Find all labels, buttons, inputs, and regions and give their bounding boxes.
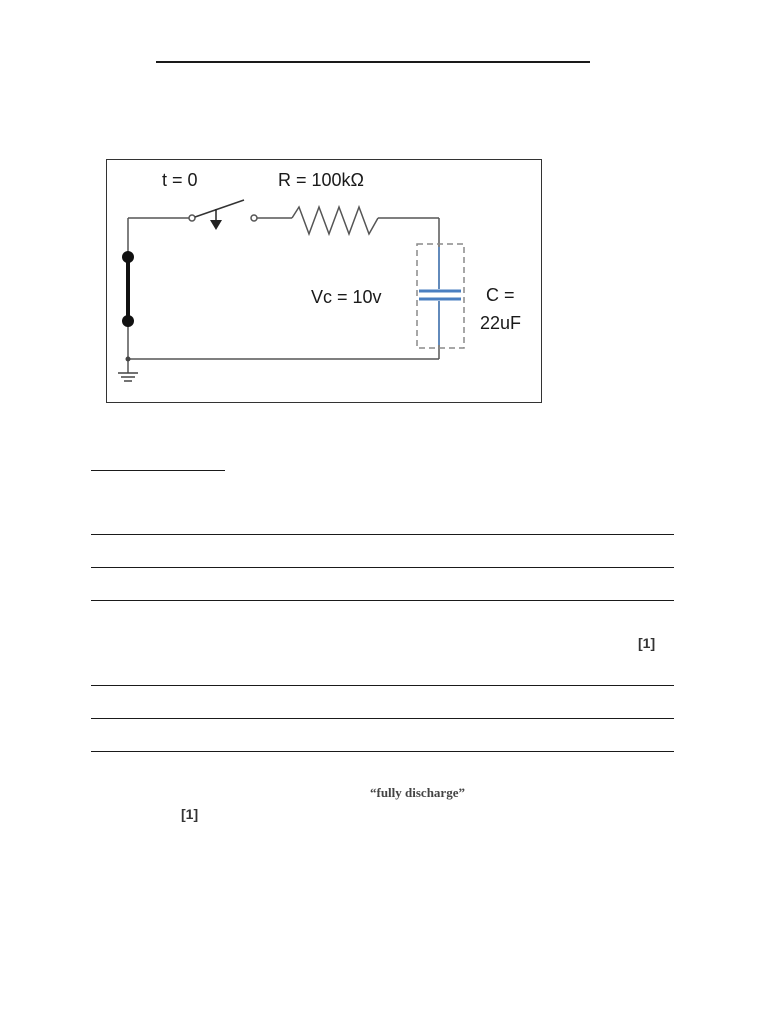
mark-allocation-2: [1] bbox=[181, 806, 199, 822]
terminal-dot-top bbox=[122, 251, 134, 263]
terminal-dot-bottom bbox=[122, 315, 134, 327]
capacitor-value-label-line2: 22uF bbox=[480, 313, 522, 333]
answer-line-2 bbox=[91, 567, 674, 568]
switch-contact-left bbox=[189, 215, 195, 221]
mark-allocation-1: [1] bbox=[638, 635, 656, 651]
answer-line-4 bbox=[91, 685, 674, 686]
resistor-label: R = 100kΩ bbox=[278, 170, 365, 190]
fully-discharge-quote: “fully discharge” bbox=[370, 785, 465, 800]
capacitor-voltage-label: Vc = 10v bbox=[311, 287, 382, 307]
section-heading-underline bbox=[91, 470, 225, 471]
rc-circuit-diagram bbox=[106, 159, 542, 403]
circuit-frame bbox=[107, 160, 542, 403]
ground-node-dot bbox=[126, 357, 131, 362]
title-underline bbox=[156, 61, 590, 63]
capacitor-value-label-line1: C = bbox=[486, 285, 515, 305]
switch-label: t = 0 bbox=[162, 170, 198, 190]
answer-line-6 bbox=[91, 751, 674, 752]
answer-line-3 bbox=[91, 600, 674, 601]
switch-contact-right bbox=[251, 215, 257, 221]
answer-line-5 bbox=[91, 718, 674, 719]
answer-line-1 bbox=[91, 534, 674, 535]
